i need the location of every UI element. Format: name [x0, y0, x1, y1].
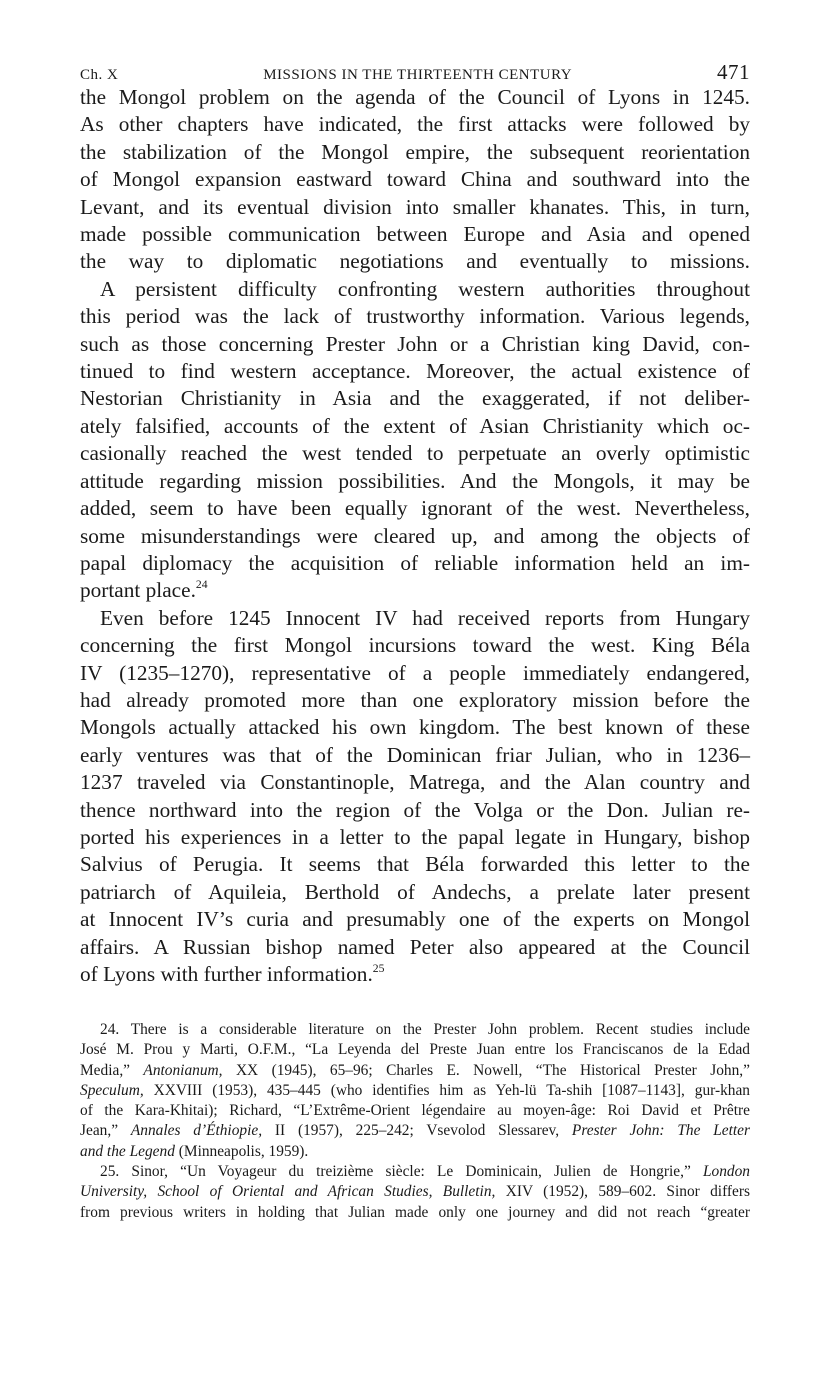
- text-segment: casionally reached the west tended to perpetuate an overly optimistic: [80, 441, 750, 466]
- footnote-line: [80, 1182, 750, 1202]
- text-segment: some misunderstandings were cleared up, and among the objects of: [80, 523, 750, 548]
- body-line: [80, 303, 750, 330]
- body-line: [80, 742, 750, 769]
- footnote-line: [80, 1142, 750, 1162]
- text-segment: of Lyons with further information.: [80, 962, 373, 986]
- text-segment: such as those concerning Prester John or a Christian king David, con-: [80, 331, 750, 356]
- italic-text: Antonianum,: [143, 1061, 223, 1079]
- footnote-line: [80, 1061, 750, 1081]
- text-segment: Nestorian Christianity in Asia and the exaggerated, if not deliber-: [80, 386, 750, 411]
- page-number: 471: [716, 60, 750, 84]
- text-segment: patriarch of Aquileia, Berthold of Andechs, a prelate later present: [80, 879, 750, 904]
- footnote-reference: 25: [372, 962, 385, 976]
- body-line: [80, 221, 750, 248]
- body-line: [80, 632, 750, 659]
- body-text: [80, 84, 750, 988]
- footnote-line: [80, 1121, 750, 1141]
- italic-text: London: [702, 1163, 750, 1181]
- text-segment: Salvius of Perugia. It seems that Béla forwarded this letter to the: [80, 852, 750, 877]
- text-segment: of Mongol expansion eastward toward China and southward into the: [80, 167, 750, 192]
- text-segment: had already promoted more than one exploratory mission before the: [80, 687, 750, 712]
- text-segment: XIV (1952), 589–602. Sinor differs: [495, 1183, 750, 1201]
- body-line: [80, 550, 750, 577]
- body-line: [80, 84, 750, 111]
- body-line: [80, 577, 750, 604]
- footnote-line: [80, 1203, 750, 1223]
- text-segment: the Mongol problem on the agenda of the Council of Lyons in 1245.: [80, 85, 750, 109]
- text-segment: affairs. A Russian bishop named Peter also appeared at the Council: [80, 934, 750, 959]
- text-segment: IV (1235–1270), representative of a people immediately endangered,: [80, 660, 750, 685]
- text-segment: portant place.: [80, 578, 196, 603]
- text-segment: José M. Prou y Marti, O.F.M., “La Leyenda del Preste Juan entre los Franciscanos de la Edad: [80, 1041, 750, 1059]
- body-line: [80, 797, 750, 824]
- body-line: [80, 440, 750, 467]
- body-line: [80, 687, 750, 714]
- body-line: [80, 468, 750, 495]
- text-segment: at Innocent IV’s curia and presumably one of the experts on Mongol: [80, 907, 750, 932]
- body-line: [80, 851, 750, 878]
- footnote-line: [80, 1101, 750, 1121]
- text-segment: 24. There is a considerable literature on the Prester John problem. Recent studies include: [100, 1021, 750, 1038]
- text-segment: Media,”: [80, 1061, 144, 1079]
- body-line: [80, 495, 750, 522]
- running-title: MISSIONS IN THE THIRTEENTH CENTURY: [263, 67, 573, 83]
- body-line: [80, 385, 750, 412]
- text-segment: of the Kara-Khitai); Richard, “L’Extrême-Orient légendaire au moyen-âge: Roi David et Prêtre: [80, 1102, 750, 1120]
- body-line: [80, 934, 750, 961]
- text-segment: II (1957), 225–242; Vsevolod Slessarev,: [262, 1122, 572, 1140]
- body-line: [80, 824, 750, 851]
- text-segment: tinued to find western acceptance. Moreover, the actual existence of: [80, 359, 750, 384]
- footnotes: [80, 1020, 750, 1223]
- text-segment: thence northward into the region of the Volga or the Don. Julian re-: [80, 797, 750, 822]
- text-segment: XX (1945), 65–96; Charles E. Nowell, “The Historical Prester John,”: [222, 1061, 750, 1079]
- italic-text: Speculum,: [80, 1081, 144, 1099]
- text-segment: concerning the first Mongol incursions toward the west. King Béla: [80, 633, 750, 658]
- text-segment: early ventures was that of the Dominican friar Julian, who in 1236–: [80, 742, 750, 767]
- text-segment: papal diplomacy the acquisition of reliable information held an im-: [80, 550, 750, 575]
- text-segment: ately falsified, accounts of the extent of Asian Christianity which oc-: [80, 413, 750, 438]
- body-line: [80, 194, 750, 221]
- text-segment: A persistent difficulty confronting western authorities throughout: [100, 276, 750, 301]
- body-line: [80, 879, 750, 906]
- body-line: [80, 961, 750, 988]
- italic-text: University, School of Oriental and African Studies, Bulletin,: [80, 1183, 496, 1201]
- text-segment: ported his experiences in a letter to the papal legate in Hungary, bishop: [80, 824, 750, 849]
- body-line: [80, 248, 750, 275]
- text-segment: (Minneapolis, 1959).: [174, 1142, 309, 1160]
- body-line: [80, 523, 750, 550]
- running-header: [80, 60, 750, 86]
- body-line: [80, 331, 750, 358]
- text-segment: Levant, and its eventual division into smaller khanates. This, in turn,: [80, 194, 750, 219]
- italic-text: Prester John: The Letter: [571, 1122, 750, 1140]
- italic-text: and the Legend: [80, 1142, 175, 1160]
- text-segment: made possible communication between Europe and Asia and opened: [80, 222, 750, 247]
- footnote-line: [80, 1040, 750, 1060]
- text-segment: Even before 1245 Innocent IV had received reports from Hungary: [100, 605, 750, 630]
- text-segment: XXVIII (1953), 435–445 (who identifies him as Yeh-lü Ta-shih [1087–1143], gur-khan: [143, 1081, 750, 1099]
- footnote-line: [80, 1020, 750, 1040]
- italic-text: Annales d’Éthiopie,: [130, 1122, 263, 1140]
- text-segment: 25. Sinor, “Un Voyageur du treizième siècle: Le Dominicain, Julien de Hongrie,”: [100, 1163, 703, 1181]
- text-segment: the stabilization of the Mongol empire, the subsequent reorientation: [80, 139, 750, 164]
- body-line: [80, 906, 750, 933]
- body-line: [80, 605, 750, 632]
- text-segment: Jean,”: [80, 1122, 131, 1140]
- body-line: [80, 714, 750, 741]
- body-line: [80, 413, 750, 440]
- body-line: [80, 166, 750, 193]
- body-line: [80, 276, 750, 303]
- text-segment: the way to diplomatic negotiations and eventually to missions.: [80, 249, 750, 274]
- body-line: [80, 358, 750, 385]
- text-segment: attitude regarding mission possibilities. And the Mongols, it may be: [80, 468, 750, 493]
- text-segment: added, seem to have been equally ignorant of the west. Nevertheless,: [80, 496, 750, 521]
- text-segment: 1237 traveled via Constantinople, Matrega, and the Alan country and: [80, 770, 750, 795]
- text-segment: this period was the lack of trustworthy information. Various legends,: [80, 304, 750, 329]
- footnote-line: [80, 1081, 750, 1101]
- text-segment: from previous writers in holding that Julian made only one journey and did not reach “greater: [80, 1203, 750, 1221]
- body-line: [80, 660, 750, 687]
- footnote-line: [80, 1162, 750, 1182]
- body-line: [80, 769, 750, 796]
- body-line: [80, 139, 750, 166]
- footnote-reference: 24: [195, 578, 208, 592]
- text-segment: As other chapters have indicated, the first attacks were followed by: [80, 112, 750, 137]
- body-line: [80, 111, 750, 138]
- text-segment: Mongols actually attacked his own kingdom. The best known of these: [80, 715, 750, 740]
- chapter-label: Ch. X: [80, 67, 119, 83]
